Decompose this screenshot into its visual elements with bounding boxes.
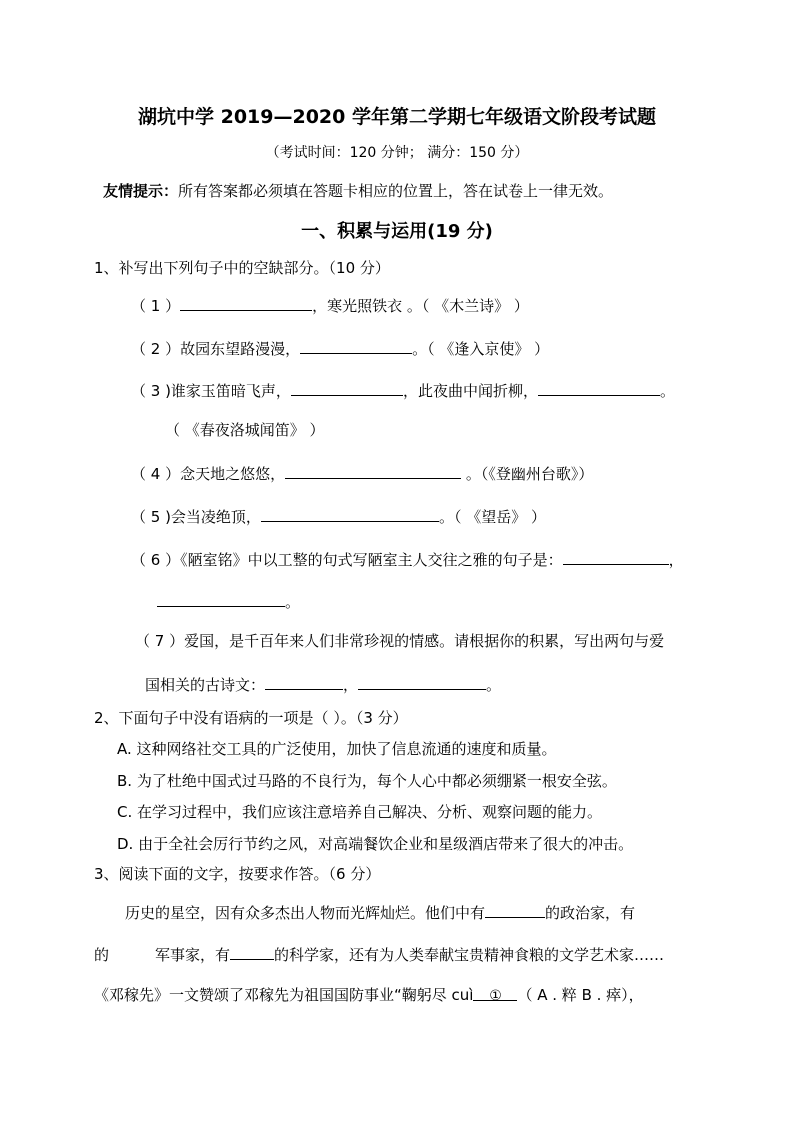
answer-blank[interactable] [538, 380, 660, 396]
tip-text: 所有答案都必须填在答题卡相应的位置上，答在试卷上一律无效。 [178, 182, 614, 200]
answer-blank[interactable] [109, 945, 155, 960]
exam-title: 湖坑中学 2019—2020 学年第二学期七年级语文阶段考试题 [138, 106, 656, 128]
answer-blank[interactable] [261, 506, 439, 522]
q1-line-5: （ 5 )会当凌绝顶， 。（ 《望岳》 ） [131, 508, 546, 526]
q2-option-c: C. 在学习过程中，我们应该注意培养自己解决、分析、观察问题的能力。 [117, 803, 603, 821]
q1-line-2: （ 2 ）故园东望路漫漫， 。（ 《逢入京使》 ） [131, 340, 550, 358]
answer-blank[interactable] [230, 944, 274, 960]
tip-label: 友情提示： [103, 182, 179, 200]
q1-line-6: （ 6 ）《陋室铭》中以工整的句式写陋室主人交往之雅的句子是： ， [131, 551, 684, 569]
q3-paragraph-line-1: 历史的星空，因有众多杰出人物而光辉灿烂。他们中有 的政治家，有 [125, 904, 636, 922]
answer-blank[interactable] [285, 463, 461, 479]
tip-line [103, 181, 613, 201]
q2-option-b: B. 为了杜绝中国式过马路的不良行为，每个人心中都必须绷紧一根安全弦。 [117, 772, 617, 790]
q1-line-4: （ 4 ）念天地之悠悠， 。（《登幽州台歌》） [131, 465, 594, 483]
q3-paragraph-line-3: 《邓稼先》一文赞颂了邓稼先为祖国国防事业“鞠躬尽 cuì ① （ A . 粹 B . 瘁）， [94, 986, 644, 1004]
section-heading: 一、积累与运用(19 分) [301, 221, 493, 242]
q1-line-6-cont: 。 [157, 591, 300, 612]
answer-blank[interactable] [563, 549, 669, 565]
q1-stem: 1、补写出下列句子中的空缺部分。（10 分） [94, 259, 390, 277]
answer-blank[interactable] [358, 674, 486, 690]
answer-blank[interactable] [180, 295, 312, 311]
q1-line-1: （ 1 ） ，寒光照铁衣 。（ 《木兰诗》 ） [131, 297, 529, 315]
answer-blank[interactable] [473, 985, 517, 1004]
answer-blank[interactable] [157, 591, 285, 607]
answer-blank[interactable] [300, 338, 412, 354]
q3-stem: 3、阅读下面的文字，按要求作答。（6 分） [94, 865, 381, 883]
q2-stem: 2、下面句子中没有语病的一项是（ ）。（3 分） [94, 709, 408, 727]
blank-number-marker: ① [489, 988, 502, 1004]
q1-line-7: （ 7 ）爱国，是千百年来人们非常珍视的情感。请根据你的积累，写出两句与爱 [135, 632, 665, 650]
q2-option-d: D. 由于全社会厉行节约之风，对高端餐饮企业和星级酒店带来了很大的冲击。 [117, 835, 634, 853]
q2-option-a: A. 这种网络社交工具的广泛使用，加快了信息流通的速度和质量。 [117, 740, 557, 758]
answer-blank[interactable] [265, 674, 343, 690]
q1-line-7-cont: 国相关的古诗文： ， 。 [145, 676, 502, 694]
exam-subtitle: （考试时间：120 分钟； 满分：150 分） [265, 145, 529, 161]
answer-blank[interactable] [485, 902, 545, 918]
q1-line-3: （ 3 )谁家玉笛暗飞声， ，此夜曲中闻折柳， 。 [131, 382, 675, 400]
answer-blank[interactable] [291, 380, 403, 396]
q1-line-3-source: （ 《春夜洛城闻笛》 ） [165, 421, 325, 439]
q3-paragraph-line-2: 的 军事家，有 的科学家，还有为人类奉献宝贵精神食粮的文学艺术家…… [94, 946, 665, 964]
